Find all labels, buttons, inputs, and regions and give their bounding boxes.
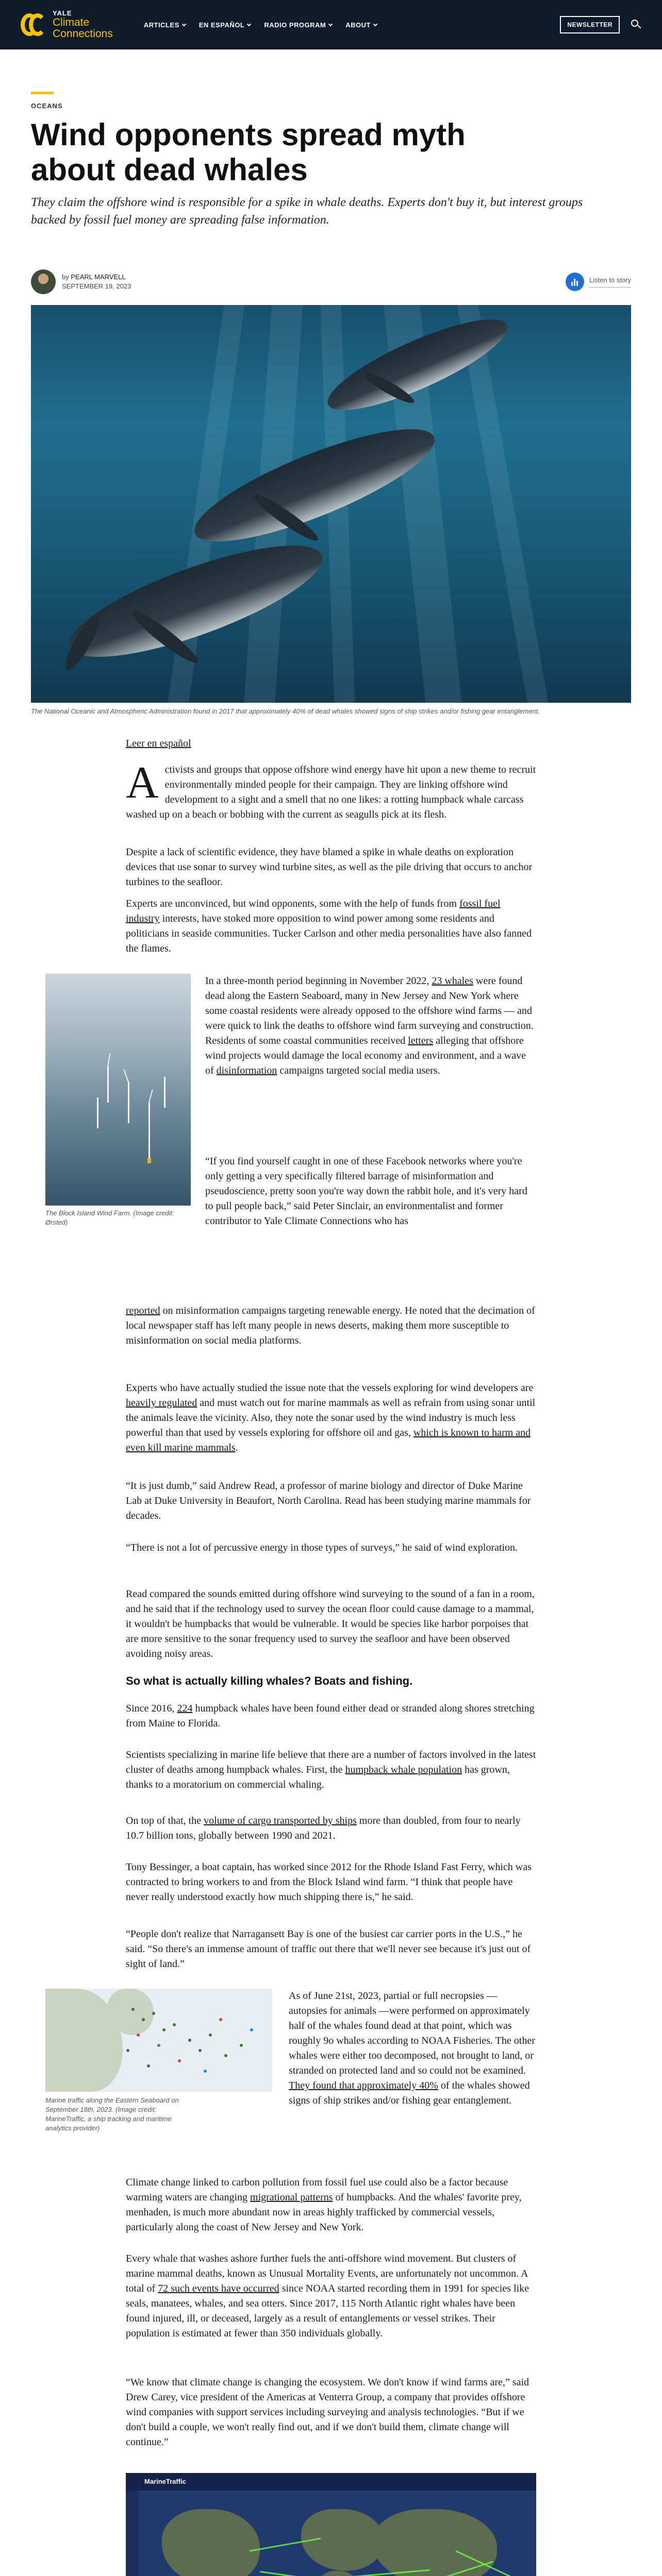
tracker-caption: Marine traffic along the Eastern Seaboard on September 18th, 2023. (Image credit: MarineTraffic, a ship tracking and maritime analytics provider) xyxy=(45,2096,179,2132)
link-reported[interactable]: reported xyxy=(126,1305,160,1316)
text: has grown, thanks to a moratorium on commercial whaling. xyxy=(126,1764,510,1790)
nav-label: ABOUT xyxy=(345,21,371,29)
nav-item-radio-program[interactable] xyxy=(264,21,332,29)
site-logo-text[interactable] xyxy=(53,10,113,40)
text: Climate change linked to carbon pollution from fossil fuel use could also be a factor because warming waters are changing xyxy=(126,2177,508,2203)
link-fossil-fuel-industry[interactable]: fossil fuel industry xyxy=(126,898,501,924)
image-global-marine-traffic-density xyxy=(126,2473,536,2576)
paragraph-14: “People don't realize that Narragansett Bay is one of the busiest car carrier ports in the U.S.,” he said. “So there's an immense amount of traffic out there that we'll never see because it's just out of sight of land.” xyxy=(126,1928,531,1970)
audio-play-icon[interactable] xyxy=(566,273,584,291)
paragraph-2: Despite a lack of scientific evidence, they have blamed a spike in whale deaths on exploration devices that use sonar to survey wind turbine sites, as well as the pile driving that occurs to anchor turbines to the seafloor. xyxy=(126,846,533,888)
paragraph-16 xyxy=(126,2175,536,2235)
nav-item-en-espanol[interactable] xyxy=(199,21,251,29)
paragraph-1 xyxy=(126,758,536,822)
link-224[interactable]: 224 xyxy=(177,1703,193,1714)
logo-line-3: Connections xyxy=(53,27,113,40)
chevron-down-icon xyxy=(373,22,377,26)
header-actions xyxy=(560,16,641,33)
text: interests, have stoked more opposition to wind power among some residents and politicians in seaside communities. Tucker Carlson and other media personalities have also fanned the flames. xyxy=(126,913,532,954)
paragraph-4 xyxy=(205,974,536,1078)
publish-date: SEPTEMBER 19, 2023 xyxy=(62,282,131,290)
logo-line-1: YALE xyxy=(53,9,72,18)
text: Every whale that washes ashore further fuels the anti-offshore wind movement. But clusters of marine mammal deaths, known as Unusual Mortality Events, are unfortunately not uncommon. A total of xyxy=(126,2253,528,2294)
link-72-events[interactable]: 72 such events have occurred xyxy=(158,2283,279,2294)
paragraph-5 xyxy=(205,1154,536,1229)
byline xyxy=(31,267,631,297)
link-letters[interactable]: letters xyxy=(408,1035,434,1046)
text: on misinformation campaigns targeting renewable energy. He noted that the decimation of local newspaper staff has left many people in news deserts, making them more susceptible to misinformation on social media platforms. xyxy=(126,1305,535,1346)
link-heavily-regulated[interactable]: heavily regulated xyxy=(126,1397,197,1409)
logo-line-2: Climate xyxy=(53,16,90,28)
author-name[interactable]: PEARL MARVELL xyxy=(71,273,126,281)
paragraph-17 xyxy=(126,2251,536,2341)
nav-label: ARTICLES xyxy=(143,21,179,29)
text: alleging that offshore wind projects would damage the local economy and environment, and a wave of xyxy=(205,1035,526,1076)
hero-image-humpback-whales xyxy=(31,305,631,703)
search-icon[interactable] xyxy=(631,20,641,30)
text: of humpbacks. And the whales' favorite prey, menhaden, is much more abundant now in areas highly trafficked by commercial vessels, particularly along the coast of New Jersey and New York. xyxy=(126,2192,522,2233)
paragraph-10 xyxy=(126,1701,536,1731)
yale-climate-connections-logo-icon[interactable] xyxy=(21,12,45,37)
newsletter-button[interactable]: NEWSLETTER xyxy=(560,16,620,33)
link-migrational-patterns[interactable]: migrational patterns xyxy=(250,2192,333,2203)
paragraph-15 xyxy=(289,1989,536,2108)
marinetraffic-logo: MarineTraffic xyxy=(144,2478,186,2485)
paragraph-7: “It is just dumb,” said Andrew Read, a professor of marine biology and director of Duke Marine Lab at Duke University in Beaufort, North Carolina. Read has been studying marine mammals for decades. xyxy=(126,1480,531,1521)
paragraph-3 xyxy=(126,896,536,956)
paragraph-6 xyxy=(126,1381,536,1455)
text: of the whales showed signs of ship strikes and/or fishing gear entanglement. xyxy=(289,2080,530,2106)
paragraph-18: “We know that climate change is changing the ecosystem. We don't know if wind farms are,” said Drew Carey, vice president of the Americas at Venterra Group, a company that provides offshore wind companies with support services including surveying and analysis technologies. “But if we don't build a couple, we won't really find out, and if we don't build them, climate change will continue.” xyxy=(126,2377,529,2448)
text: since NOAA started recording them in 1991 for species like seals, manatees, whales, and sea otters. Since 2017, 115 North Atlantic right whales have been found injured, ill, or deceased, largely as a result of entanglements or vessel strikes. Their population is estimated at fewer than 350 individuals globally. xyxy=(126,2283,529,2339)
link-harm-marine-mammals[interactable]: which is known to harm and even kill marine mammals xyxy=(126,1427,531,1453)
nav-item-about[interactable] xyxy=(345,21,377,29)
text: Since 2016, xyxy=(126,1703,177,1714)
dropcap: A xyxy=(126,758,159,808)
text: On top of that, the xyxy=(126,1815,204,1826)
nav-label: RADIO PROGRAM xyxy=(264,21,326,29)
ship-markers xyxy=(45,1989,272,2092)
text: Experts are unconvinced, but wind opponents, some with the help of funds from xyxy=(126,898,460,909)
text: Experts who have actually studied the issue note that the vessels exploring for wind developers are xyxy=(126,1382,534,1394)
main-nav xyxy=(144,21,377,29)
text: and must watch out for marine mammals as well as refrain from using sonar until the animals leave the vicinity. Also, they note the sonar used by the wind industry is much less powerful than that used by vessels exploring for offshore oil and gas, xyxy=(126,1397,536,1438)
link-disinformation[interactable]: disinformation xyxy=(216,1065,277,1076)
paragraph-11 xyxy=(126,1748,536,1792)
link-23-whales[interactable]: 23 whales xyxy=(432,975,473,987)
text: “If you find yourself caught in one of these Facebook networks where you're only getting a very specifically filtered barrage of misinformation and pseudoscience, pretty soon you're way down the rabbit hole, and it's very hard to pull people back,” said Peter Sinclair, an environmentalist and former contributor to Yale Climate Connections who has xyxy=(205,1156,527,1227)
text: were found dead along the Eastern Seaboard, many in New Jersey and New York where some coastal residents were already opposed to the offshore wind farms — and were quick to link the deaths to offshore wind farm surveying and construction. Residents of some coastal communities received xyxy=(205,975,534,1046)
chevron-down-icon xyxy=(182,22,186,26)
image-eastern-seaboard-traffic xyxy=(45,1989,272,2092)
paragraph-12 xyxy=(126,1814,536,1843)
paragraph-text: ctivists and groups that oppose offshore wind energy have hit upon a new theme to recruit environmentally minded people for their campaign. They are linking offshore wind development to a sight and a smell that no one likes: a rotting humpback whale carcass washed up on a beach or bobbing with the current as seagulls pick at its flesh. xyxy=(126,764,536,820)
nav-label: EN ESPAÑOL xyxy=(198,21,245,29)
category-accent-rule xyxy=(31,92,54,94)
article-category[interactable]: OCEANS xyxy=(31,102,63,110)
text: In a three-month period beginning in November 2022, xyxy=(205,975,432,987)
text: As of June 21st, 2023, partial or full necropsies — autopsies for animals —were performed on approximately half of the whales found dead at that point, which was roughly 9o whales according to NOAA Fisheries. The other whales were either too decomposed, not brought to land, or stranded on protected land and so could not be examined. xyxy=(289,1990,535,2076)
image-block-island-wind-farm xyxy=(45,974,191,1206)
site-header xyxy=(0,0,662,49)
paragraph-8: “There is not a lot of percussive energy in those types of surveys,” he said of wind exploration. xyxy=(126,1542,518,1553)
link-cargo-volume[interactable]: volume of cargo transported by ships xyxy=(204,1815,357,1826)
section-heading: So what is actually killing whales? Boats and fishing. xyxy=(126,1674,413,1687)
nav-item-articles[interactable] xyxy=(144,21,186,29)
chevron-down-icon xyxy=(247,22,251,26)
byline-prefix: by xyxy=(62,273,69,281)
chevron-down-icon xyxy=(328,22,333,26)
paragraph-13: Tony Bessinger, a boat captain, has worked since 2012 for the Rhode Island Fast Ferry, which was contracted to bring workers to and from the Block Island wind farm. “I think that people have never really understood exactly how much shipping there is,” he said. xyxy=(126,1861,532,1903)
text: campaigns targeted social media users. xyxy=(277,1065,440,1076)
read-in-spanish-link[interactable]: Leer en español xyxy=(126,738,191,749)
text: Scientists specializing in marine life believe that there are a number of factors involved in the latest cluster of deaths among humpback whales. First, the xyxy=(126,1749,536,1775)
windfarm-caption: The Block Island Wind Farm. (Image credit: Ørsted) xyxy=(45,1209,174,1226)
link-40-percent[interactable]: They found that approximately 40% xyxy=(289,2080,438,2091)
paragraph-5-cont xyxy=(126,1303,536,1348)
link-humpback-population[interactable]: humpback whale population xyxy=(345,1764,462,1775)
article-dek: They claim the offshore wind is responsible for a spike in whale deaths. Experts don't buy it, but interest groups backed by fossil fuel money are spreading false information. xyxy=(31,196,583,227)
author-avatar xyxy=(31,269,56,294)
listen-label: Listen to story xyxy=(589,276,631,287)
text: humpback whales have been found either dead or stranded along shores stretching from Maine to Florida. xyxy=(126,1703,535,1729)
text: . xyxy=(235,1442,238,1453)
text: more than doubled, from four to nearly 10.7 billion tons, globally between 1990 and 2021. xyxy=(126,1815,521,1841)
paragraph-9: Read compared the sounds emitted during offshore wind surveying to the sound of a fan in a room, and he said that if the technology used to survey the ocean floor could cause damage to a mammal, it wouldn't be humpbacks that would be vulnerable. It would be species like harbor porpoises that are more sensitive to the sonar frequency used to survey the seafloor and have been observed avoiding noisy areas. xyxy=(126,1588,535,1659)
byline-text xyxy=(62,273,131,291)
hero-caption: The National Oceanic and Atmospheric Administration found in 2017 that approximately 40% of dead whales showed signs of ship strikes and/or fishing gear entanglement. xyxy=(31,707,540,715)
article-title: Wind opponents spread myth about dead whales xyxy=(31,117,466,187)
listen-to-story[interactable] xyxy=(566,273,631,291)
